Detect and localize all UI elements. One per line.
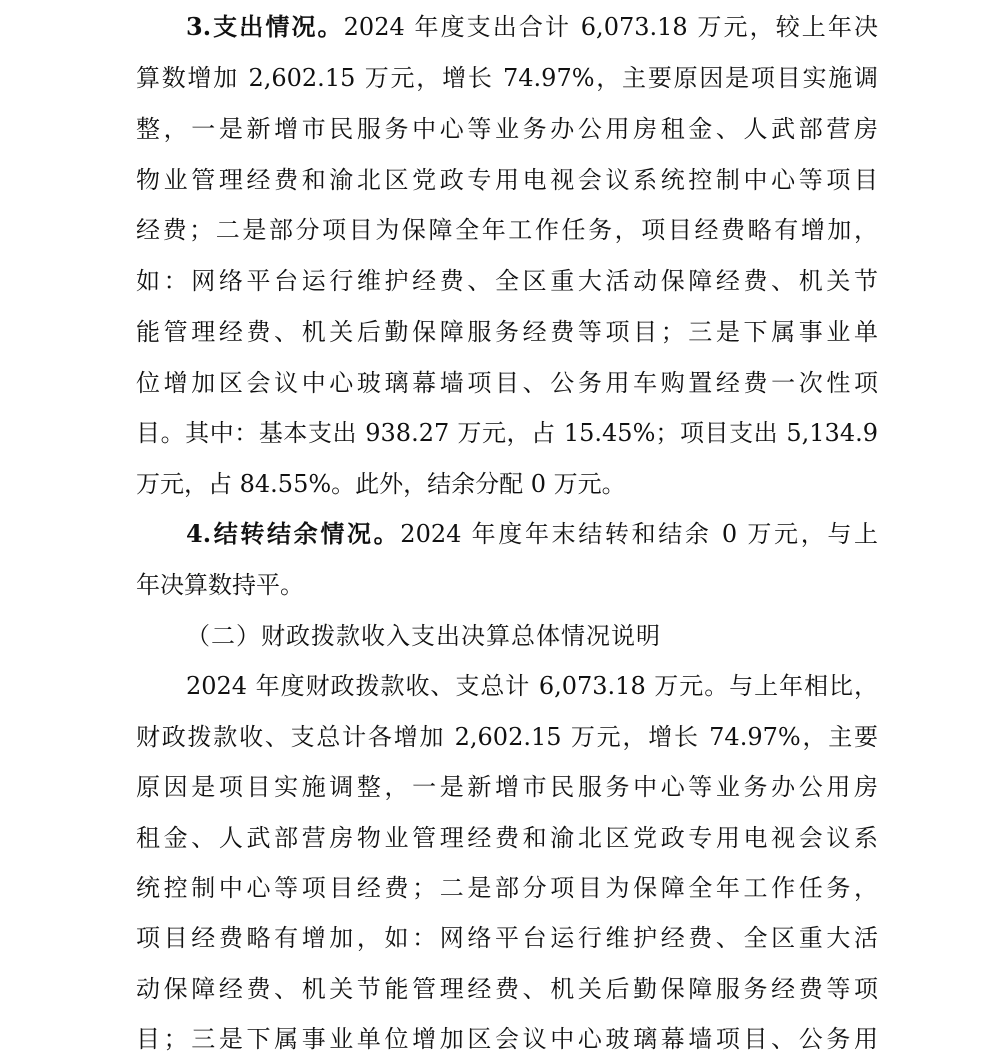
expense-line-6: 如：网络平台运行维护经费、全区重大活动保障经费、机关节 [136,267,878,295]
section-two-heading: （二）财政拨款收入支出决算总体情况说明 [186,622,661,650]
expense-text: 2024 年度支出合计 6,073.18 万元，较上年决 [343,13,878,41]
fiscal-line-1: 2024 年度财政拨款收、支总计 6,073.18 万元。与上年相比， [186,672,878,700]
fiscal-line-8: 目；三是下属事业单位增加区会议中心玻璃幕墙项目、公务用 [136,1025,878,1053]
carryover-line-1 [186,517,878,551]
expense-line-2: 算数增加 2,602.15 万元，增长 74.97%，主要原因是项目实施调 [136,64,878,92]
expense-line-10: 万元，占 84.55%。此外，结余分配 0 万元。 [136,470,626,498]
expense-heading: 3.支出情况。 [186,12,344,41]
expense-line-8: 位增加区会议中心玻璃幕墙项目、公务用车购置经费一次性项 [136,369,878,397]
fiscal-line-5: 统控制中心等项目经费；二是部分项目为保障全年工作任务， [136,874,878,902]
expense-line-5: 经费；二是部分项目为保障全年工作任务，项目经费略有增加， [136,216,878,244]
fiscal-line-2: 财政拨款收、支总计各增加 2,602.15 万元，增长 74.97%，主要 [136,723,878,751]
expense-line-9: 目。其中：基本支出 938.27 万元，占 15.45%；项目支出 5,134.9 [136,419,878,447]
fiscal-line-6: 项目经费略有增加，如：网络平台运行维护经费、全区重大活 [136,924,878,952]
fiscal-line-4: 租金、人武部营房物业管理经费和渝北区党政专用电视会议系 [136,824,878,852]
expense-line-4: 物业管理经费和渝北区党政专用电视会议系统控制中心等项目 [136,166,878,194]
carryover-text: 2024 年度年末结转和结余 0 万元，与上 [400,520,878,548]
fiscal-line-3: 原因是项目实施调整，一是新增市民服务中心等业务办公用房 [136,773,878,801]
carryover-line-2: 年决算数持平。 [136,571,304,599]
fiscal-line-7: 动保障经费、机关节能管理经费、机关后勤保障服务经费等项 [136,975,878,1003]
expense-line-3: 整，一是新增市民服务中心等业务办公用房租金、人武部营房 [136,115,878,143]
expense-line-7: 能管理经费、机关后勤保障服务经费等项目；三是下属事业单 [136,318,878,346]
expense-line-1 [186,10,878,44]
carryover-heading: 4.结转结余情况。 [186,519,401,548]
